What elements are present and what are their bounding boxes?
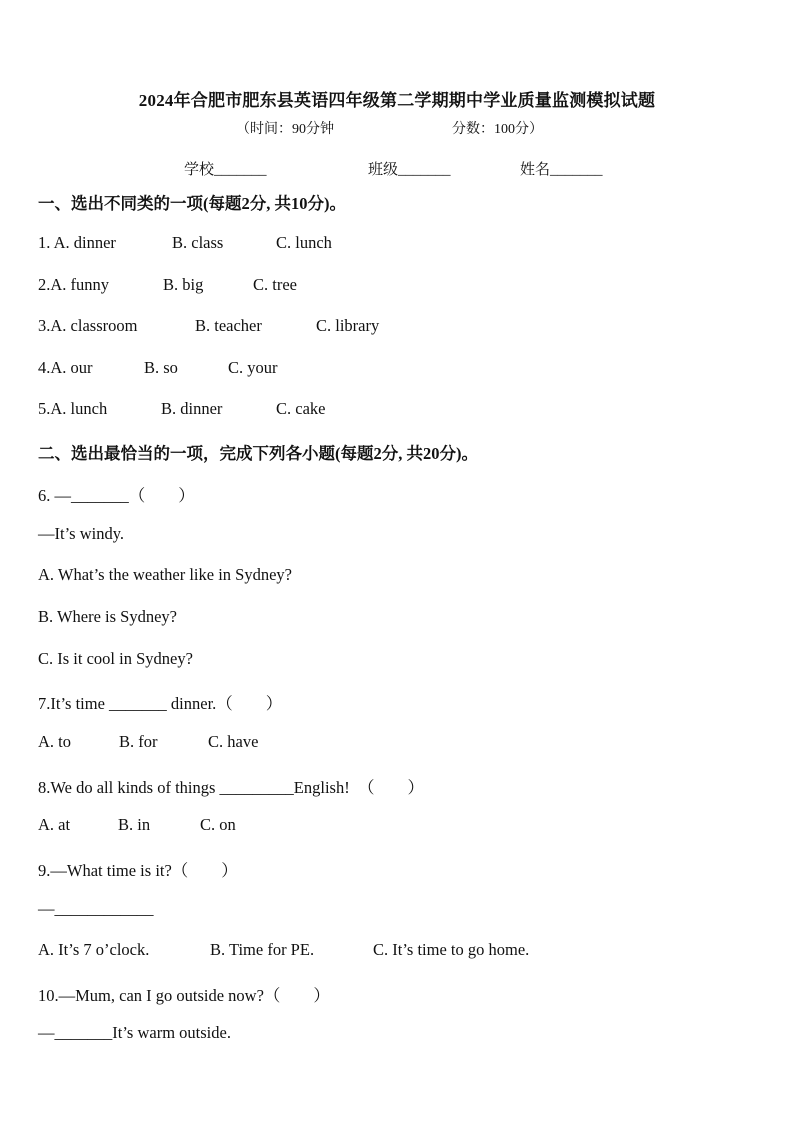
school-field: 学校_______ [184,162,267,178]
q9-option-b: B. Time for PE. [210,940,315,959]
q6-answer: —It’s windy. [38,524,125,543]
q3-option-c: C. library [316,316,380,335]
q4-option-c: C. your [228,358,278,377]
q2-option-c: C. tree [253,275,297,294]
q6-option-c: C. Is it cool in Sydney? [38,649,193,668]
q4-option-a: 4.A. our [38,358,93,377]
q5-option-b: B. dinner [161,399,223,418]
q7-option-b: B. for [119,732,158,751]
q9-blank: —____________ [38,899,154,918]
q6-option-b: B. Where is Sydney? [38,607,178,626]
q10-answer: —_______It’s warm outside. [38,1023,231,1042]
page-title: 2024年合肥市肥东县英语四年级第二学期期中学业质量监测模拟试题 [138,91,656,110]
section-2-heading: 二、选出最恰当的一项，完成下列各小题(每题2分, 共20分)。 [38,444,478,463]
q2-option-b: B. big [163,275,204,294]
q1-option-c: C. lunch [276,233,332,252]
q5-option-a: 5.A. lunch [38,399,108,418]
q2-option-a: 2.A. funny [38,275,110,294]
q9-stem: 9.—What time is it?（ ） [38,861,238,880]
q9-option-a: A. It’s 7 o’clock. [38,940,150,959]
q7-stem: 7.It’s time _______ dinner.（ ） [38,694,283,713]
exam-time: （时间：90分钟 [236,122,334,137]
q9-option-c: C. It’s time to go home. [373,940,530,959]
q8-option-c: C. on [200,815,236,834]
q6-stem: 6. —_______（ ） [38,486,195,505]
q3-option-a: 3.A. classroom [38,316,138,335]
q5-option-c: C. cake [276,399,326,418]
q10-stem: 10.—Mum, can I go outside now?（ ） [38,986,330,1005]
q8-stem: 8.We do all kinds of things _________English! （ ） [38,778,424,797]
q4-option-b: B. so [144,358,178,377]
q6-option-a: A. What’s the weather like in Sydney? [38,565,293,584]
q7-option-a: A. to [38,732,71,751]
q3-option-b: B. teacher [195,316,262,335]
q7-option-c: C. have [208,732,259,751]
exam-score: 分数：100分） [452,122,543,137]
name-field: 姓名_______ [520,162,603,178]
q8-option-a: A. at [38,815,71,834]
q1-option-b: B. class [172,233,224,252]
section-1-heading: 一、选出不同类的一项(每题2分, 共10分)。 [38,194,346,213]
class-field: 班级_______ [368,162,451,178]
q8-option-b: B. in [118,815,151,834]
q1-option-a: 1. A. dinner [38,233,116,252]
